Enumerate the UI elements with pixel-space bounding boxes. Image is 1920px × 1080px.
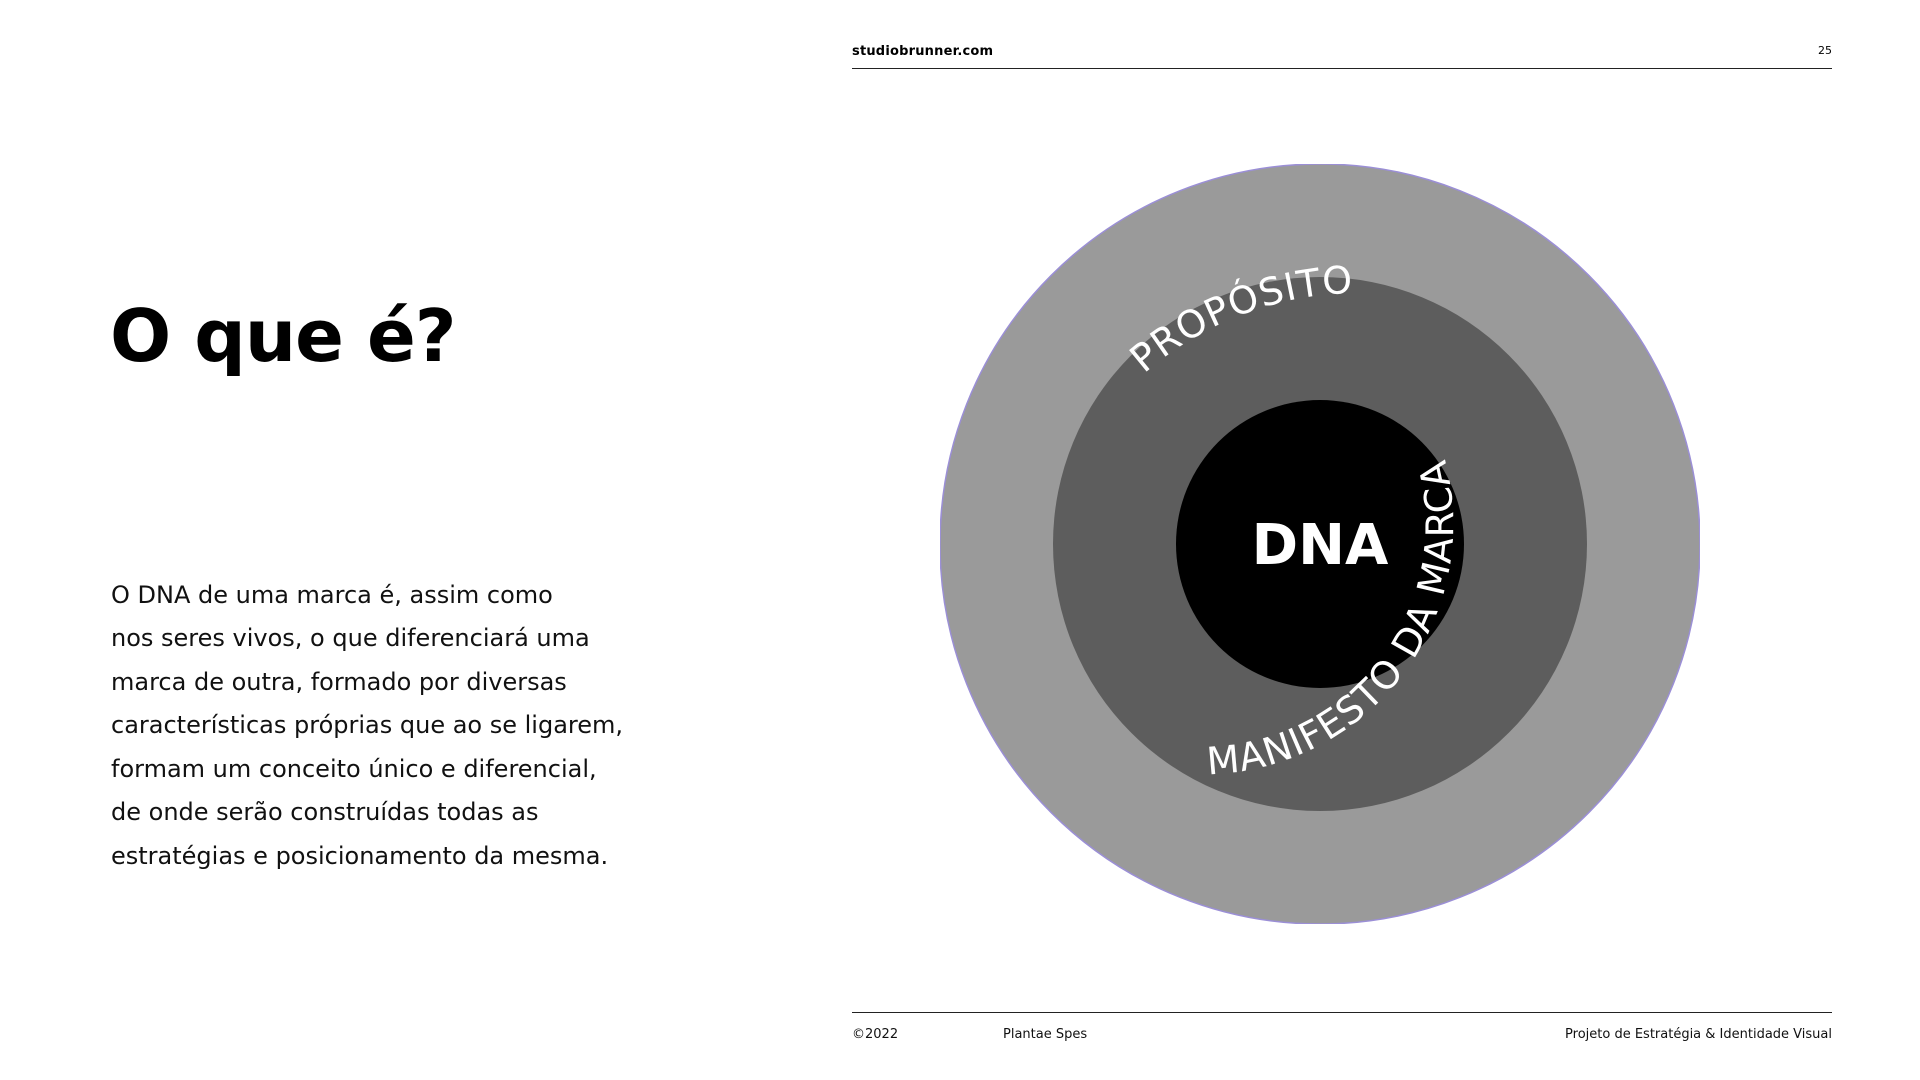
dna-diagram <box>940 164 1700 924</box>
middle-ring-label: MANIFESTO DA MARCA <box>1204 456 1463 784</box>
page-header <box>852 44 1832 69</box>
page-number: 25 <box>1818 44 1832 57</box>
outer-ring-label: PROPÓSITO <box>1121 257 1355 381</box>
body-line: formam um conceito único e diferencial, <box>111 754 597 783</box>
body-paragraph <box>111 530 731 878</box>
body-line: O DNA de uma marca é, assim como <box>111 580 553 609</box>
footer-copyright: ©2022 <box>852 1027 899 1042</box>
site-url[interactable]: studiobrunner.com <box>852 44 994 59</box>
page-title: O que é? <box>110 294 456 378</box>
body-line: estratégias e posicionamento da mesma. <box>111 841 609 870</box>
dna-diagram-svg <box>940 164 1700 924</box>
footer-project: Projeto de Estratégia & Identidade Visual <box>1565 1027 1832 1042</box>
core-label: DNA <box>1251 513 1389 578</box>
page-footer <box>852 1012 1832 1043</box>
footer-client: Plantae Spes <box>1003 1027 1088 1042</box>
body-line: marca de outra, formado por diversas <box>111 667 567 696</box>
body-line: nos seres vivos, o que diferenciará uma <box>111 624 590 652</box>
body-line: características próprias que ao se ligarem, <box>111 711 624 739</box>
body-line: de onde serão construídas todas as <box>111 798 539 826</box>
